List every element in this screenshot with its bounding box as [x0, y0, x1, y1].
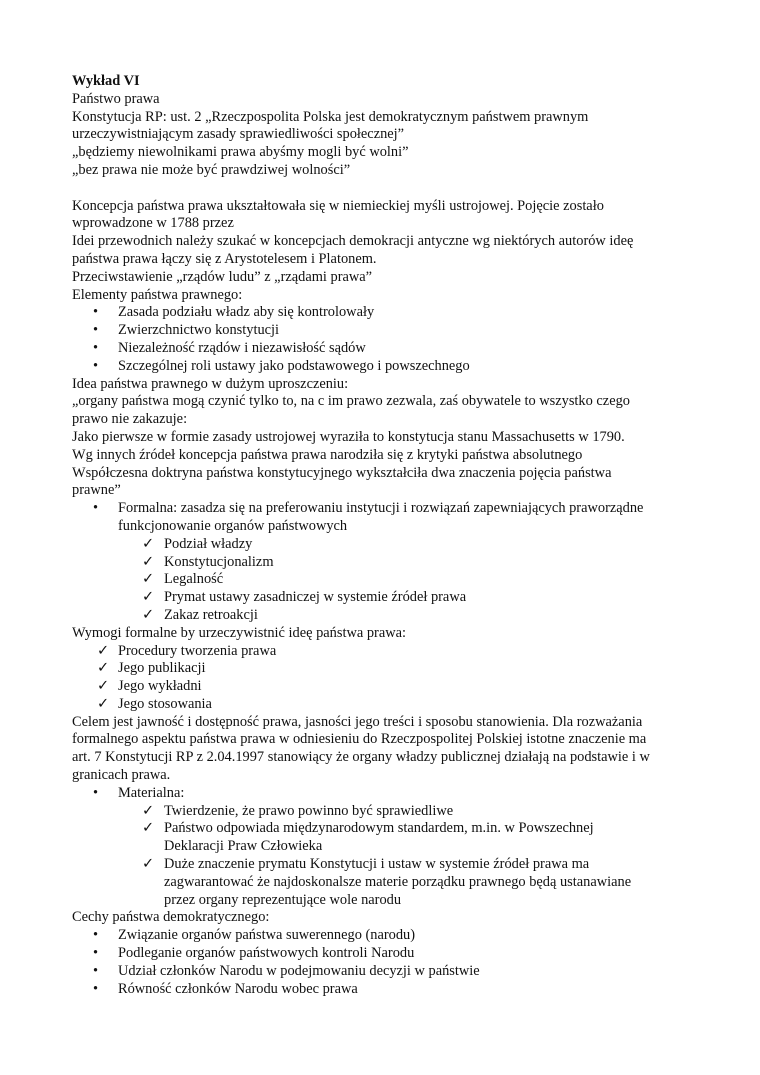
text-line: Przeciwstawienie „rządów ludu” z „rządami prawa”	[72, 268, 373, 285]
checklist-item: ✓ Duże znaczenie prymatu Konstytucji i ustaw w systemie źródeł prawa ma zagwarantować że najdoskonalsze materie porządku prawnego będą ustanawiane przez organy reprezentujące wole narodu	[142, 856, 632, 908]
text-line: Idei przewodnich należy szukać w koncepcjach demokracji antyczne wg niektórych autorów ideę	[72, 233, 634, 250]
list-item: • Materialna:	[93, 784, 185, 801]
list-item: • Podleganie organów państwowych kontroli Narodu	[93, 945, 415, 962]
text-line: granicach prawa.	[72, 767, 171, 784]
check-icon: ✓	[142, 820, 155, 837]
bullet-icon: •	[93, 304, 99, 321]
checklist-item: ✓ Jego publikacji	[97, 660, 206, 677]
text-line: Jako pierwsze w formie zasady ustrojowej wyraziła to konstytucja stanu Massachusetts w 1790.	[72, 428, 625, 445]
text-line: „bez prawa nie może być prawdziwej wolności”	[72, 161, 351, 178]
text-line: prawne”	[72, 482, 121, 499]
check-icon: ✓	[142, 606, 155, 623]
text-line: Celem jest jawność i dostępność prawa, jasności jego treści i sposobu stanowienia. Dla rozważania	[72, 713, 643, 730]
check-icon: ✓	[142, 802, 155, 819]
check-icon: ✓	[142, 553, 155, 570]
checklist-item: ✓ Legalność	[142, 571, 224, 588]
list-item: • Zwierzchnictwo konstytucji	[93, 322, 280, 339]
text-line: Idea państwa prawnego w dużym uproszczeniu:	[72, 375, 349, 392]
intro-block	[72, 91, 712, 180]
requirements-checklist	[72, 643, 712, 714]
text-line: Państwo prawa	[72, 90, 160, 107]
list-item: • Równość członków Narodu wobec prawa	[93, 980, 358, 997]
check-icon: ✓	[97, 642, 110, 659]
checklist-item: ✓ Jego stosowania	[97, 695, 212, 712]
check-icon: ✓	[97, 660, 110, 677]
text-line: „organy państwa mogą czynić tylko to, na c im prawo zezwala, zaś obywatele to wszystko czego	[72, 393, 630, 410]
list-item-continuation: funkcjonowanie organów państwowych	[118, 517, 348, 534]
bullet-icon: •	[93, 500, 99, 517]
elements-list	[72, 304, 712, 375]
list-item: • Szczególnej roli ustawy jako podstawowego i powszechnego	[93, 357, 470, 374]
requirements-heading: Wymogi formalne by urzeczywistnić ideę państwa prawa:	[72, 624, 406, 641]
checklist-item: ✓ Prymat ustawy zasadniczej w systemie źródeł prawa	[142, 589, 467, 606]
checklist-item: ✓ Twierdzenie, że prawo powinno być sprawiedliwe	[142, 802, 454, 819]
check-icon: ✓	[97, 678, 110, 695]
text-line: wprowadzone w 1788 przez	[72, 215, 234, 232]
text-line: art. 7 Konstytucji RP z 2.04.1997 stanowiący że organy władzy publicznej działają na podstawie i w	[72, 749, 650, 766]
bullet-icon: •	[93, 784, 99, 801]
document-title: Wykład VI	[72, 73, 140, 89]
text-line: Elementy państwa prawnego:	[72, 286, 243, 303]
bullet-icon: •	[93, 357, 99, 374]
checklist-item: ✓ Jego wykładni	[97, 678, 202, 695]
formal-checklist	[72, 536, 712, 625]
checklist-item: ✓ Zakaz retroakcji	[142, 606, 258, 623]
check-icon: ✓	[142, 589, 155, 606]
democratic-list	[72, 927, 712, 998]
bullet-icon: •	[93, 339, 99, 356]
list-item: • Udział członków Narodu w podejmowaniu decyzji w państwie	[93, 962, 480, 979]
bullet-icon: •	[93, 927, 99, 944]
checklist-item: ✓ Konstytucjonalizm	[142, 553, 274, 570]
bullet-icon: •	[93, 945, 99, 962]
text-line: urzeczywistniającym zasady sprawiedliwości społecznej”	[72, 126, 405, 143]
paragraph-idea	[72, 376, 712, 501]
blank-line	[72, 180, 712, 198]
document-page	[72, 73, 712, 998]
list-item: • Formalna: zasadza się na preferowaniu instytucji i rozwiązań zapewniających praworządne	[93, 500, 644, 517]
bullet-icon: •	[93, 980, 99, 997]
text-line: formalnego aspektu państwa prawa w odniesieniu do Rzeczpospolitej Polskiej istotne znaczenie ma	[72, 731, 647, 748]
check-icon: ✓	[97, 695, 110, 712]
democratic-heading: Cechy państwa demokratycznego:	[72, 909, 270, 926]
formal-section	[72, 500, 712, 625]
list-item: • Zasada podziału władz aby się kontrolowały	[93, 304, 375, 321]
text-line: państwa prawa łączy się z Arystotelesem i Platonem.	[72, 250, 377, 267]
text-line: Koncepcja państwa prawa ukształtowała się w niemieckiej myśli ustrojowej. Pojęcie zostało	[72, 197, 604, 214]
bullet-icon: •	[93, 322, 99, 339]
check-icon: ✓	[142, 535, 155, 552]
text-line: Współczesna doktryna państwa konstytucyjnego wykształciła dwa znaczenia pojęcia państwa	[72, 464, 612, 481]
text-line: Konstytucja RP: ust. 2 „Rzeczpospolita Polska jest demokratycznym państwem prawnym	[72, 108, 589, 125]
list-item: • Niezależność rządów i niezawisłość sądów	[93, 339, 366, 356]
bullet-icon: •	[93, 962, 99, 979]
list-item: • Związanie organów państwa suwerennego (narodu)	[93, 927, 416, 944]
checklist-item: ✓ Podział władzy	[142, 535, 253, 552]
check-icon: ✓	[142, 571, 155, 588]
paragraph-concept	[72, 198, 712, 305]
text-line: prawo nie zakazuje:	[72, 411, 188, 428]
text-line: „będziemy niewolnikami prawa abyśmy mogli być wolni”	[72, 144, 409, 161]
paragraph-purpose	[72, 714, 712, 785]
material-checklist	[72, 803, 712, 910]
checklist-item: ✓ Państwo odpowiada międzynarodowym standardem, m.in. w Powszechnej Deklaracji Praw Człowieka	[142, 820, 594, 855]
checklist-item: ✓ Procedury tworzenia prawa	[97, 642, 277, 659]
material-section	[72, 785, 712, 910]
check-icon: ✓	[142, 856, 155, 873]
text-line: Wg innych źródeł koncepcja państwa prawa narodziła się z krytyki państwa absolutnego	[72, 446, 583, 463]
